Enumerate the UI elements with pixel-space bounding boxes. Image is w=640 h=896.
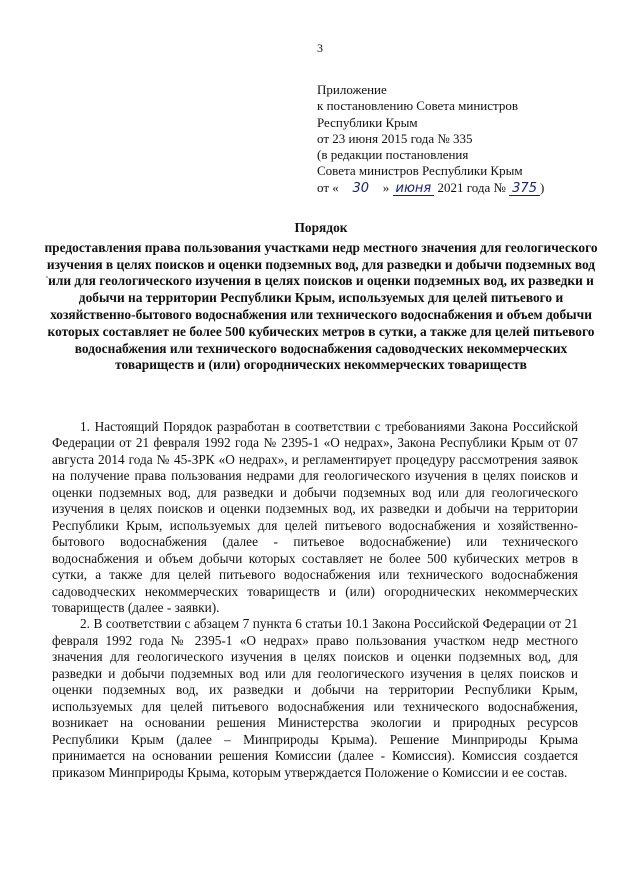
handwritten-month: июня (393, 183, 435, 196)
appendix-date-line (317, 180, 617, 197)
appendix-line: Приложение (317, 82, 387, 97)
document-subtitle: предоставления права пользования участками недр местного значения для геологического изучения в целях поисков и оценки подземных вод, для разведки и добычи подземных вод или для геологического изучения в целях поисков и оценки подземных вод, их разведки и добычи на территории Республики Крым, используемых для целей питьевого и хозяйственно-бытового водоснабжения или технического водоснабжения и объем добычи которых составляет не более 500 кубических метров в сутки, а также для целей питьевого водоснабжения или технического водоснабжения садоводческих некоммерческих товариществ и (или) огороднических некоммерческих товариществ (44, 239, 598, 373)
handwritten-number: 375 (509, 183, 540, 196)
appendix-line: (в редакции постановления (317, 147, 469, 163)
document-title: Порядок (294, 220, 348, 235)
date-mid: » (382, 179, 390, 195)
appendix-line: от 23 июня 2015 года № 335 (317, 130, 473, 146)
paragraph-1: 1. Настоящий Порядок разработан в соответствии с требованиями Закона Российской Федерации от 21 февраля 1992 года № 2395-1 «О недрах», Закона Республики Крым от 07 августа 2014 года № 45-ЗРК «О недрах», и регламентирует процедуру рассмотрения заявок на получение права пользования недрами для геологического изучения в целях поисков и оценки подземных вод, для разведки и добычи подземных вод или для геологического изучения в целях поисков и оценки подземных вод, их разведки и добычи на территории Республики Крым, используемых для целей питьевого водоснабжения и хозяйственно-бытового водоснабжения (далее - питьевое водоснабжение) или технического водоснабжения и объем добычи которых составляет не более 500 кубических метров в сутки, а также для целей питьевого водоснабжения или технического водоснабжения садоводческих некоммерческих товариществ и (или) огороднических некоммерческих товариществ (далее - заявки). (52, 419, 578, 615)
appendix-header (317, 82, 617, 197)
document-body (52, 419, 578, 781)
date-year: 2021 года № (437, 179, 506, 195)
document-title-block (40, 220, 602, 374)
handwritten-day: 30 (352, 180, 370, 196)
date-close: ) (539, 179, 545, 195)
appendix-line: Совета министров Республики Крым (317, 163, 523, 179)
appendix-line: к постановлению Совета министров (317, 98, 518, 114)
appendix-line: Республики Крым (317, 114, 418, 130)
date-prefix: от « (317, 179, 339, 195)
paragraph-2: 2. В соответствии с абзацем 7 пункта 6 статьи 10.1 Закона Российской Федерации от 21 февраля 1992 года № 2395-1 «О недрах» право пользования участком недр местного значения для геологического изучения в целях поисков и оценки подземных вод, для разведки и добычи подземных вод или для геологического изучения в целях поисков и оценки подземных вод, их разведки и добычи на территории Республики Крым, используемых для целей питьевого водоснабжения или технического водоснабжения, возникает на основании решения Министерства экологии и природных ресурсов Республики Крым (далее – Минприроды Крыма). Решение Минприроды Крыма принимается на основании решения Комиссии (далее - Комиссия). Комиссия создается приказом Минприроды Крыма, которым утверждается Положение о Комиссии и ее состав. (52, 616, 578, 780)
page-number: 3 (317, 41, 323, 55)
